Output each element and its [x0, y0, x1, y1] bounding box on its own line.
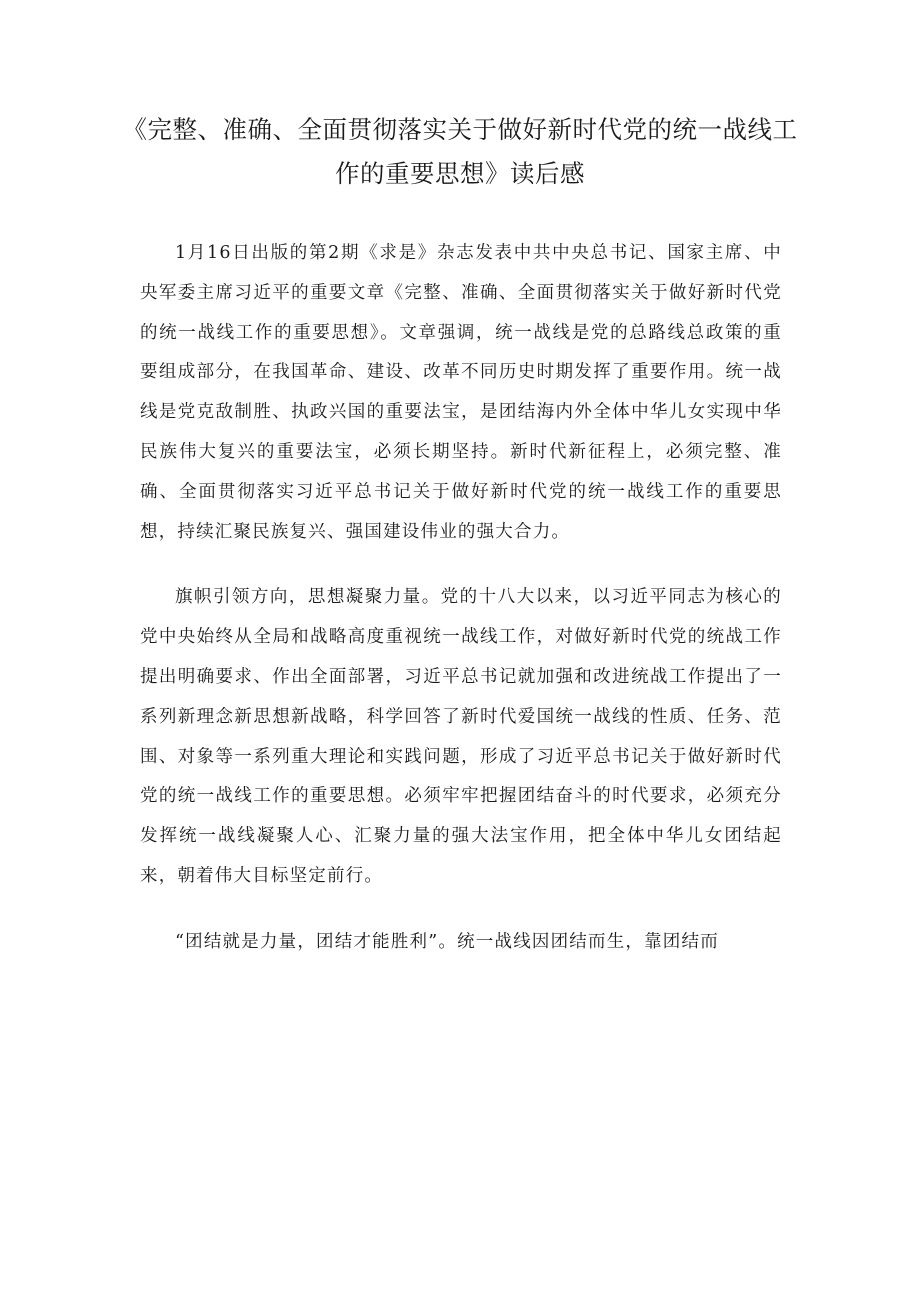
paragraph: 旗帜引领方向，思想凝聚力量。党的十八大以来，以习近平同志为核心的党中央始终从全局和战略高度重视统一战线工作，对做好新时代党的统战工作提出明确要求、作出全面部署，习近平总书记就加强和改进统战工作提出了一系列新理念新思想新战略，科学回答了新时代爱国统一战线的性质、任务、范围、对象等一系列重大理论和实践问题，形成了习近平总书记关于做好新时代党的统一战线工作的重要思想。必须牢牢把握团结奋斗的时代要求，必须充分发挥统一战线凝聚人心、汇聚力量的强大法宝作用，把全体中华儿女团结起来，朝着伟大目标坚定前行。: [140, 587, 782, 886]
document-title: 《完整、准确、全面贯彻落实关于做好新时代党的统一战线工作的重要思想》读后感: [122, 115, 798, 188]
document-body: [140, 234, 782, 989]
paragraph: “团结就是力量，团结才能胜利”。统一战线因团结而生，靠团结而: [175, 931, 719, 952]
paragraph: 1月16日出版的第2期《求是》杂志发表中共中央总书记、国家主席、中央军委主席习近平的重要文章《完整、准确、全面贯彻落实关于做好新时代党的统一战线工作的重要思想》。文章强调，统一战线是党的总路线总政策的重要组成部分，在我国革命、建设、改革不同历史时期发挥了重要作用。统一战线是党克敌制胜、执政兴国的重要法宝，是团结海内外全体中华儿女实现中华民族伟大复兴的重要法宝，必须长期坚持。新时代新征程上，必须完整、准确、全面贯彻落实习近平总书记关于做好新时代党的统一战线工作的重要思想，持续汇聚民族复兴、强国建设伟业的强大合力。: [140, 243, 782, 542]
